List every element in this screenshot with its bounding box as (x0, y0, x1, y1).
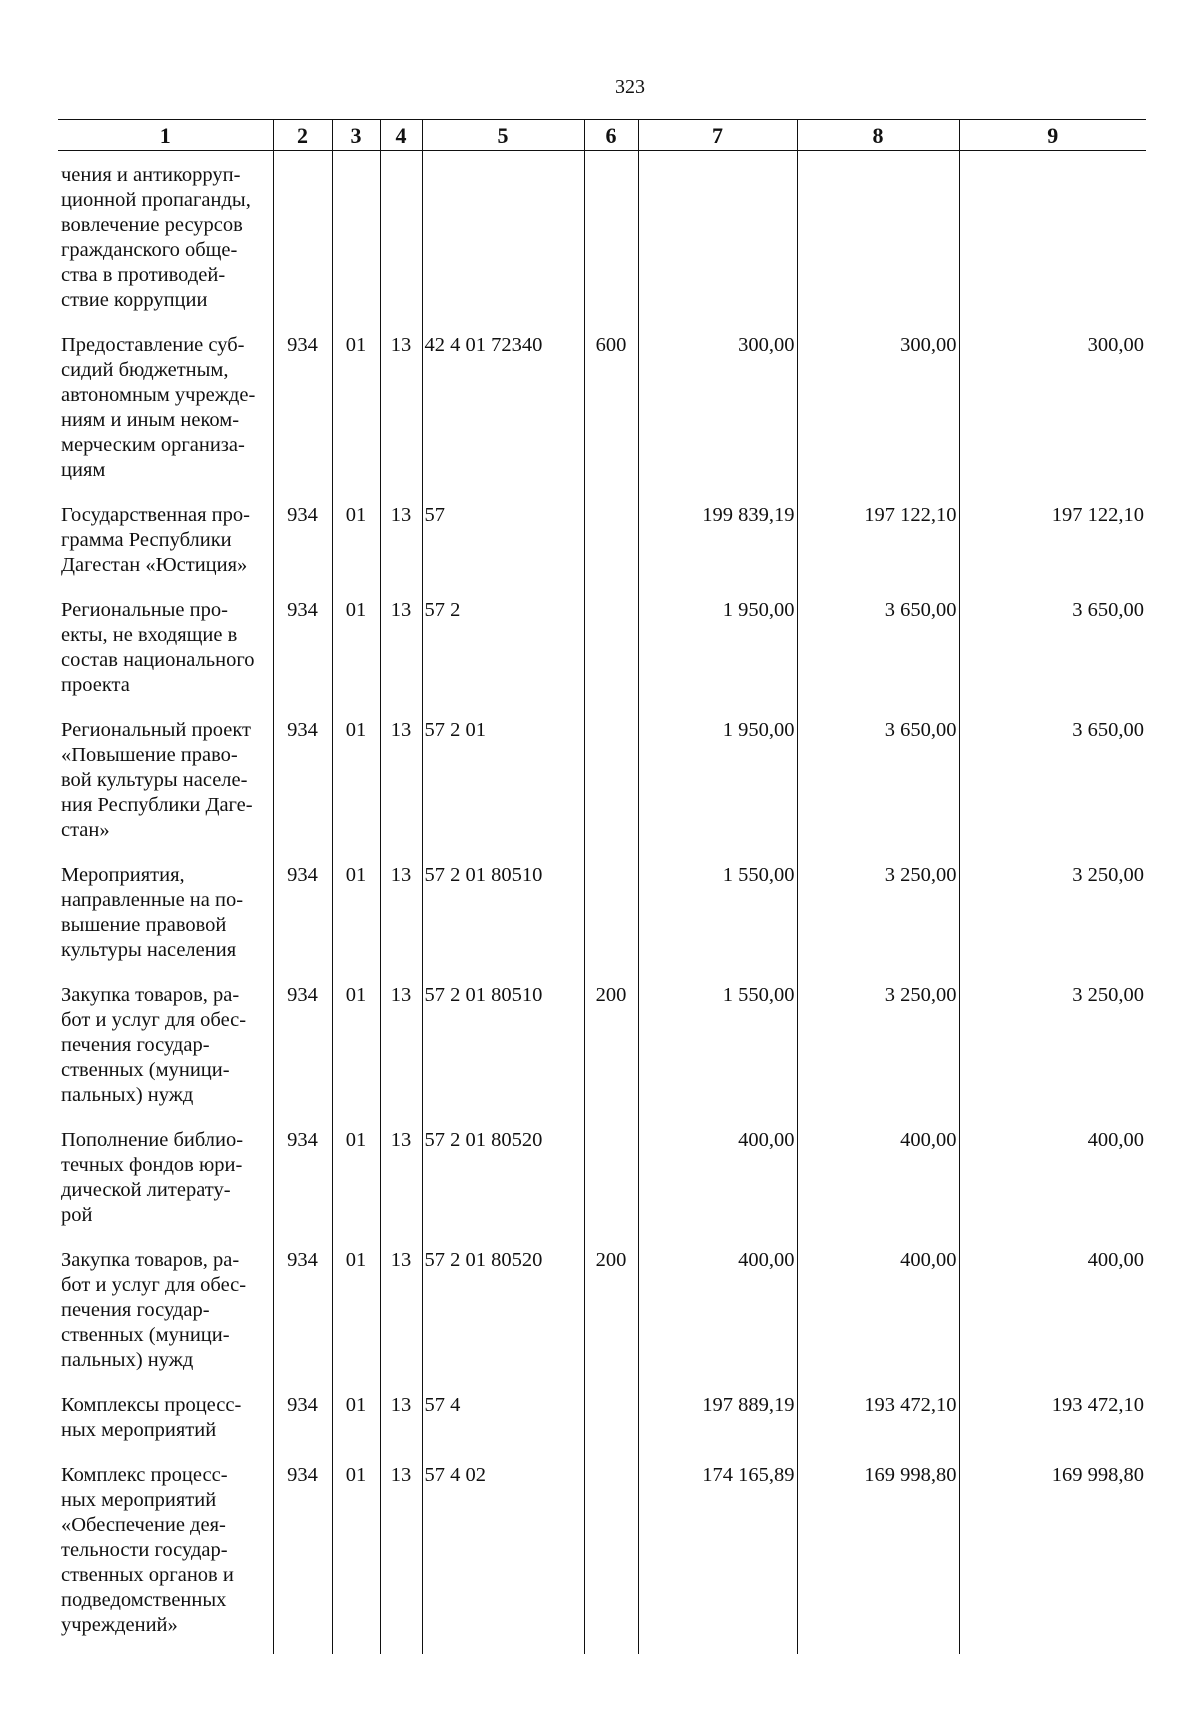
cell-col5: 57 2 01 80520 (422, 1239, 584, 1384)
cell-col3: 01 (332, 1239, 380, 1384)
cell-col4: 13 (380, 589, 422, 709)
table-row (58, 974, 1146, 1119)
cell-col8: 197 122,10 (797, 494, 959, 589)
cell-col6 (584, 151, 638, 325)
cell-col3: 01 (332, 589, 380, 709)
column-header: 1 (58, 120, 273, 151)
cell-col5 (422, 151, 584, 325)
cell-col6 (584, 854, 638, 974)
cell-col7: 197 889,19 (638, 1384, 797, 1454)
cell-col4: 13 (380, 1239, 422, 1384)
row-name: Государственная про- грамма Республики Дагестан «Юстиция» (61, 504, 250, 576)
cell-col7: 400,00 (638, 1119, 797, 1239)
cell-col2: 934 (273, 709, 332, 854)
cell-col8 (797, 151, 959, 325)
column-header: 7 (638, 120, 797, 151)
table-row (58, 1239, 1146, 1384)
cell-col3: 01 (332, 1119, 380, 1239)
cell-col2: 934 (273, 1119, 332, 1239)
cell-col4 (380, 151, 422, 325)
cell-col9: 197 122,10 (959, 494, 1146, 589)
column-header: 5 (422, 120, 584, 151)
table-row (58, 494, 1146, 589)
row-name: Закупка товаров, ра- бот и услуг для обес- печения государ- ственных (муници- пальных) нужд (61, 1249, 247, 1371)
row-name: Комплексы процесс- ных мероприятий (61, 1394, 242, 1441)
cell-col5: 57 2 01 (422, 709, 584, 854)
cell-col8: 3 650,00 (797, 589, 959, 709)
cell-col3: 01 (332, 324, 380, 494)
cell-col5: 57 (422, 494, 584, 589)
row-name: чения и антикорруп- ционной пропаганды, вовлечение ресурсов гражданского обще- ства в противодей- ствие коррупции (61, 164, 251, 311)
cell-col6 (584, 494, 638, 589)
cell-col9: 169 998,80 (959, 1454, 1146, 1654)
table-row (58, 1119, 1146, 1239)
cell-col8: 300,00 (797, 324, 959, 494)
table-row (58, 589, 1146, 709)
row-name: Комплекс процесс- ных мероприятий «Обеспечение дея- тельности государ- ственных органов и подведомственных учреждений» (61, 1464, 234, 1636)
cell-col7: 1 950,00 (638, 709, 797, 854)
cell-col6: 200 (584, 1239, 638, 1384)
cell-col4: 13 (380, 1454, 422, 1654)
cell-col4: 13 (380, 324, 422, 494)
column-header: 8 (797, 120, 959, 151)
cell-col8: 400,00 (797, 1239, 959, 1384)
table-row (58, 1454, 1146, 1654)
page-number: 323 (615, 76, 645, 98)
cell-col7: 1 550,00 (638, 854, 797, 974)
cell-col9: 3 650,00 (959, 709, 1146, 854)
cell-col3: 01 (332, 1384, 380, 1454)
cell-col4: 13 (380, 494, 422, 589)
row-name: Региональные про- екты, не входящие в состав национального проекта (61, 599, 255, 696)
cell-col2: 934 (273, 1239, 332, 1384)
header-row (58, 120, 1146, 151)
cell-col9: 3 250,00 (959, 974, 1146, 1119)
cell-col9: 193 472,10 (959, 1384, 1146, 1454)
cell-col2: 934 (273, 854, 332, 974)
table-row (58, 1384, 1146, 1454)
cell-col7: 199 839,19 (638, 494, 797, 589)
cell-col8: 193 472,10 (797, 1384, 959, 1454)
cell-col5: 57 2 (422, 589, 584, 709)
cell-col3 (332, 151, 380, 325)
cell-col4: 13 (380, 854, 422, 974)
cell-col2: 934 (273, 1384, 332, 1454)
column-header: 4 (380, 120, 422, 151)
cell-col4: 13 (380, 974, 422, 1119)
cell-col6 (584, 589, 638, 709)
cell-col9: 300,00 (959, 324, 1146, 494)
cell-col8: 169 998,80 (797, 1454, 959, 1654)
cell-col6: 600 (584, 324, 638, 494)
cell-col5: 57 4 02 (422, 1454, 584, 1654)
budget-table (58, 119, 1146, 1654)
table-row (58, 324, 1146, 494)
cell-col5: 57 2 01 80510 (422, 854, 584, 974)
cell-col6 (584, 1384, 638, 1454)
table-row (58, 709, 1146, 854)
cell-col3: 01 (332, 494, 380, 589)
row-name: Пополнение библио- течных фондов юри- дической литерату- рой (61, 1129, 244, 1226)
cell-col4: 13 (380, 1119, 422, 1239)
cell-col3: 01 (332, 709, 380, 854)
cell-col9: 400,00 (959, 1119, 1146, 1239)
cell-col2: 934 (273, 974, 332, 1119)
column-header: 3 (332, 120, 380, 151)
row-name: Закупка товаров, ра- бот и услуг для обес- печения государ- ственных (муници- пальных) нужд (61, 984, 247, 1106)
column-header: 2 (273, 120, 332, 151)
cell-col5: 57 2 01 80520 (422, 1119, 584, 1239)
cell-col2: 934 (273, 589, 332, 709)
cell-col9: 3 250,00 (959, 854, 1146, 974)
cell-col6: 200 (584, 974, 638, 1119)
cell-col7: 1 550,00 (638, 974, 797, 1119)
cell-col7: 174 165,89 (638, 1454, 797, 1654)
row-name: Региональный проект «Повышение право- вой культуры населе- ния Республики Даге- стан» (61, 719, 253, 841)
cell-col5: 57 4 (422, 1384, 584, 1454)
cell-col7 (638, 151, 797, 325)
cell-col2: 934 (273, 494, 332, 589)
cell-col3: 01 (332, 1454, 380, 1654)
column-header: 6 (584, 120, 638, 151)
cell-col3: 01 (332, 854, 380, 974)
cell-col9: 3 650,00 (959, 589, 1146, 709)
row-name: Предоставление суб- сидий бюджетным, автономным учрежде- ниям и иным неком- мерческим организа- циям (61, 334, 256, 481)
cell-col2: 934 (273, 324, 332, 494)
cell-col8: 3 250,00 (797, 974, 959, 1119)
table-row (58, 151, 1146, 325)
cell-col5: 57 2 01 80510 (422, 974, 584, 1119)
column-header: 9 (959, 120, 1146, 151)
cell-col6 (584, 1119, 638, 1239)
row-name: Мероприятия, направленные на по- вышение правовой культуры населения (61, 864, 244, 961)
table-row (58, 854, 1146, 974)
cell-col2 (273, 151, 332, 325)
cell-col3: 01 (332, 974, 380, 1119)
cell-col9 (959, 151, 1146, 325)
cell-col6 (584, 709, 638, 854)
cell-col9: 400,00 (959, 1239, 1146, 1384)
cell-col7: 400,00 (638, 1239, 797, 1384)
cell-col8: 3 250,00 (797, 854, 959, 974)
cell-col2: 934 (273, 1454, 332, 1654)
cell-col5: 42 4 01 72340 (422, 324, 584, 494)
cell-col7: 300,00 (638, 324, 797, 494)
cell-col6 (584, 1454, 638, 1654)
cell-col8: 400,00 (797, 1119, 959, 1239)
cell-col8: 3 650,00 (797, 709, 959, 854)
cell-col4: 13 (380, 709, 422, 854)
cell-col4: 13 (380, 1384, 422, 1454)
cell-col7: 1 950,00 (638, 589, 797, 709)
